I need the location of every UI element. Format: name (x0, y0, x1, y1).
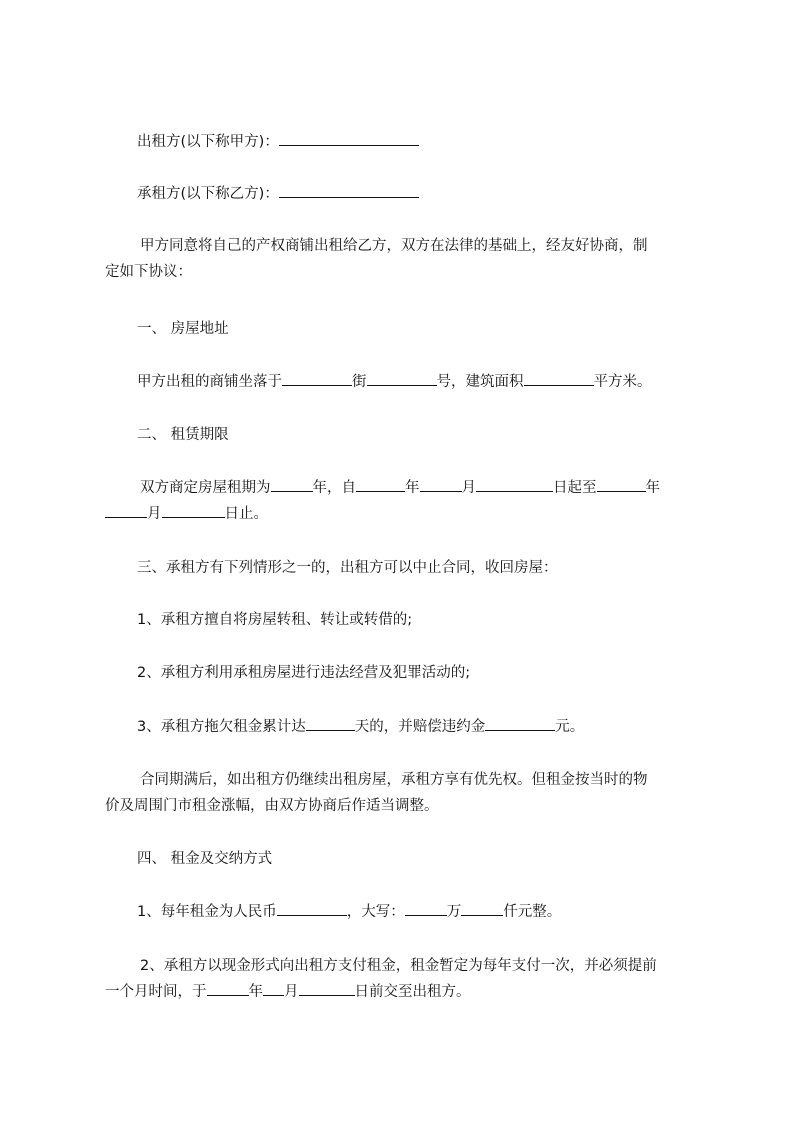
renewal-line-1: 合同期满后，如出租方仍继续出租房屋，承租方享有优先权。但租金按当时的物 (140, 772, 648, 788)
lessee-blank[interactable] (279, 183, 419, 198)
section-1-heading: 一、 房屋地址 (137, 321, 229, 337)
s4-i2-text-1: 一个月时间，于 (105, 984, 207, 1000)
street-blank[interactable] (282, 371, 352, 386)
lessee-label: 承租方(以下称乙方)： (137, 186, 279, 202)
end-year-blank[interactable] (597, 477, 646, 492)
section-4-item-1 (137, 899, 737, 925)
annual-rent-blank[interactable] (277, 901, 347, 916)
start-day-blank[interactable] (476, 477, 553, 492)
s4-i2-text-4: 日前交至出租方。 (354, 984, 471, 1000)
s2-text-5: 日起至 (553, 480, 597, 496)
renewal-line-2: 价及周围门市租金涨幅，由双方协商后作适当调整。 (105, 798, 439, 814)
s4-i1-text-2: ，大写： (346, 904, 405, 920)
s2-text-7: 月 (147, 506, 162, 522)
end-day-blank[interactable] (162, 503, 225, 518)
section-1-paragraph (137, 369, 737, 395)
section-4-item-2-line-1: 2、承租方以现金形式向出租方支付租金，租金暂定为每年支付一次，并必须提前 (140, 958, 657, 974)
arrears-days-blank[interactable] (306, 716, 355, 731)
penalty-blank[interactable] (485, 716, 555, 731)
section-4-item-2-line-2 (105, 979, 705, 1005)
section-2-heading: 二、 租赁期限 (137, 427, 229, 443)
section-3-item-1: 1、承租方擅自将房屋转租、转让或转借的; (137, 612, 413, 628)
lessor-label: 出租方(以下称甲方)： (137, 134, 279, 150)
number-blank[interactable] (367, 371, 437, 386)
lessor-line (137, 129, 737, 155)
start-month-blank[interactable] (420, 477, 462, 492)
end-month-blank[interactable] (105, 503, 147, 518)
s2-text-4: 月 (461, 480, 476, 496)
pay-year-blank[interactable] (207, 981, 249, 996)
area-blank[interactable] (524, 371, 594, 386)
s1-text-2: 街 (352, 374, 367, 390)
rent-wan-blank[interactable] (405, 901, 447, 916)
s4-i2-text-3: 月 (284, 984, 299, 1000)
section-2-line-1 (140, 475, 740, 501)
lessee-line (137, 181, 737, 207)
lessor-blank[interactable] (279, 131, 419, 146)
pay-day-blank[interactable] (299, 981, 355, 996)
s1-text-1: 甲方出租的商铺坐落于 (137, 374, 282, 390)
s3-i3-text-1: 3、承租方拖欠租金累计达 (137, 719, 306, 735)
s3-i3-text-3: 元。 (555, 719, 585, 735)
term-years-blank[interactable] (271, 477, 313, 492)
s2-text-2: 年，自 (312, 480, 356, 496)
section-3-item-3 (137, 714, 737, 740)
pay-month-blank[interactable] (263, 981, 284, 996)
s4-i1-text-1: 1、每年租金为人民币 (137, 904, 277, 920)
s2-text-3: 年 (405, 480, 420, 496)
section-3-item-2: 2、承租方利用承租房屋进行违法经营及犯罪活动的; (137, 665, 471, 681)
s3-i3-text-2: 天的，并赔偿违约金 (354, 719, 486, 735)
section-3-heading: 三、承租方有下列情形之一的，出租方可以中止合同，收回房屋： (137, 560, 558, 576)
s2-text-6: 年 (645, 480, 660, 496)
section-2-line-2 (105, 501, 705, 527)
section-4-heading: 四、 租金及交纳方式 (137, 851, 273, 867)
s2-text-1: 双方商定房屋租期为 (140, 480, 271, 496)
s2-text-8: 日止。 (224, 506, 268, 522)
rent-qian-blank[interactable] (461, 901, 503, 916)
s1-text-3: 号，建筑面积 (436, 374, 524, 390)
s4-i1-text-4: 仟元整。 (503, 904, 562, 920)
start-year-blank[interactable] (356, 477, 405, 492)
s4-i1-text-3: 万 (446, 904, 462, 920)
intro-line-2: 定如下协议： (105, 264, 192, 280)
intro-line-1: 甲方同意将自己的产权商铺出租给乙方，双方在法律的基础上，经友好协商，制 (140, 238, 648, 254)
s1-text-4: 平方米。 (593, 374, 652, 390)
s4-i2-text-2: 年 (248, 984, 263, 1000)
